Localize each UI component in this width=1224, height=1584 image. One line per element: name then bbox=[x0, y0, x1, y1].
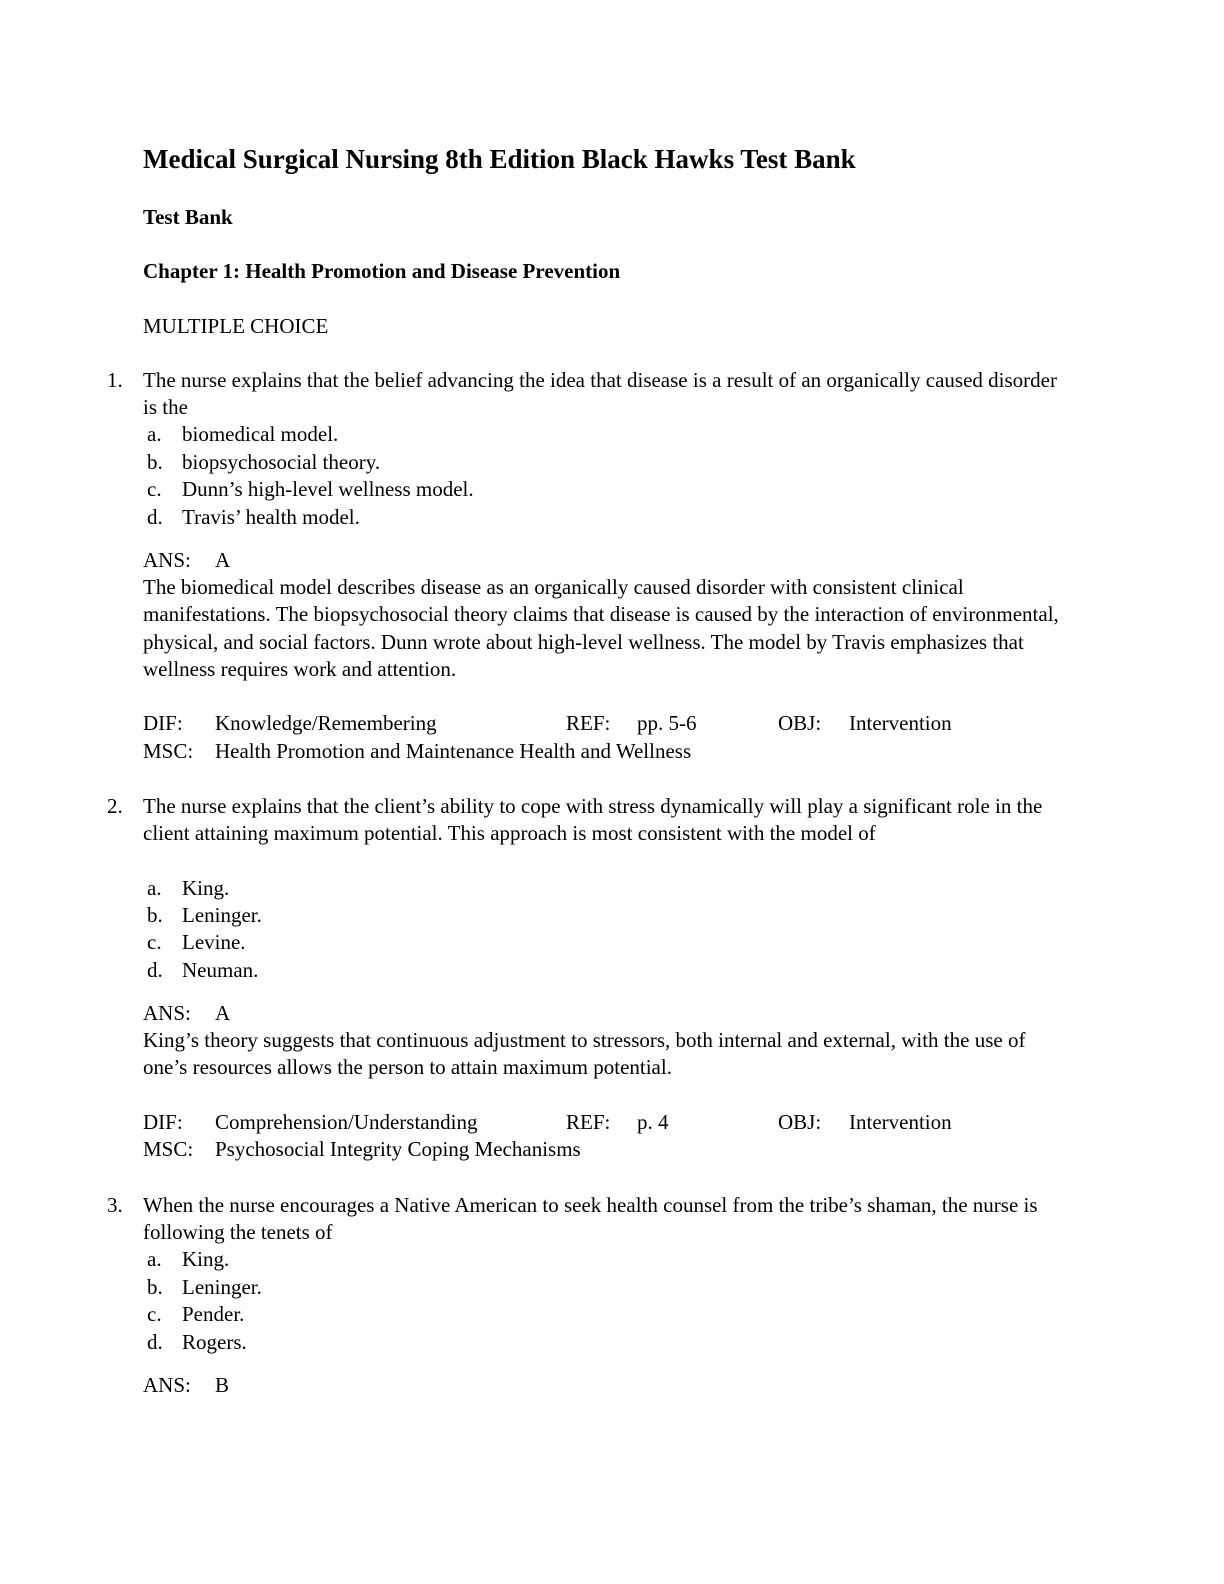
option-text: King. bbox=[182, 876, 230, 900]
obj-value: Intervention bbox=[849, 711, 952, 735]
option-text: Levine. bbox=[182, 930, 246, 954]
question-stem: When the nurse encourages a Native American to seek health counsel from the tribe’s shaman, the nurse is following the tenets of bbox=[143, 1193, 1038, 1245]
subtitle: Test Bank bbox=[143, 205, 233, 229]
ref-value: p. 4 bbox=[637, 1110, 669, 1134]
answer-line bbox=[143, 1000, 230, 1027]
answer-value: A bbox=[215, 1001, 231, 1025]
answer-value: B bbox=[215, 1373, 230, 1397]
msc-value: Health Promotion and Maintenance Health and Wellness bbox=[215, 739, 692, 763]
option-letter: c. bbox=[147, 930, 162, 954]
option-text: King. bbox=[182, 1247, 230, 1271]
answer-label: ANS: bbox=[143, 1373, 191, 1397]
section-heading: MULTIPLE CHOICE bbox=[143, 314, 329, 338]
dif-value: Comprehension/Understanding bbox=[215, 1110, 478, 1134]
option-letter: d. bbox=[147, 958, 163, 982]
answer-label: ANS: bbox=[143, 548, 191, 572]
option-text: biomedical model. bbox=[182, 422, 339, 446]
question-stem: The nurse explains that the belief advancing the idea that disease is a result of an organically caused disorder is the bbox=[143, 368, 1057, 420]
option-letter: d. bbox=[147, 1330, 163, 1354]
option-text: Dunn’s high-level wellness model. bbox=[182, 477, 474, 501]
option-letter: b. bbox=[147, 1275, 163, 1299]
option-letter: c. bbox=[147, 477, 162, 501]
answer-value: A bbox=[215, 548, 231, 572]
option-letter: a. bbox=[147, 422, 162, 446]
obj-label: OBJ: bbox=[778, 711, 822, 735]
option-text: Leninger. bbox=[182, 1275, 262, 1299]
dif-label: DIF: bbox=[143, 711, 183, 735]
rationale: The biomedical model describes disease as an organically caused disorder with consistent clinical manifestations. The biopsychosocial theory claims that disease is caused by the interaction of environmental, physical, and social factors. Dunn wrote about high-level wellness. The model by Travis emphasizes that wellness requires work and attention. bbox=[143, 575, 1059, 681]
obj-label: OBJ: bbox=[778, 1110, 822, 1134]
option-text: Pender. bbox=[182, 1302, 245, 1326]
question-number: 2. bbox=[107, 794, 123, 818]
answer-label: ANS: bbox=[143, 1001, 191, 1025]
document-title: Medical Surgical Nursing 8th Edition Black Hawks Test Bank bbox=[143, 144, 856, 174]
ref-label: REF: bbox=[566, 711, 611, 735]
dif-value: Knowledge/Remembering bbox=[215, 711, 437, 735]
option-letter: b. bbox=[147, 903, 163, 927]
option-text: Neuman. bbox=[182, 958, 259, 982]
option-letter: b. bbox=[147, 450, 163, 474]
option-letter: d. bbox=[147, 505, 163, 529]
obj-value: Intervention bbox=[849, 1110, 952, 1134]
option-text: Travis’ health model. bbox=[182, 505, 360, 529]
msc-value: Psychosocial Integrity Coping Mechanisms bbox=[215, 1137, 581, 1161]
chapter-heading: Chapter 1: Health Promotion and Disease Prevention bbox=[143, 259, 621, 283]
option-letter: a. bbox=[147, 1247, 162, 1271]
question-number: 3. bbox=[107, 1193, 123, 1217]
ref-value: pp. 5-6 bbox=[637, 711, 697, 735]
msc-label: MSC: bbox=[143, 739, 194, 763]
ref-label: REF: bbox=[566, 1110, 611, 1134]
answer-line bbox=[143, 547, 230, 574]
msc-label: MSC: bbox=[143, 1137, 194, 1161]
option-letter: c. bbox=[147, 1302, 162, 1326]
option-text: Rogers. bbox=[182, 1330, 247, 1354]
answer-line bbox=[143, 1372, 229, 1399]
option-letter: a. bbox=[147, 876, 162, 900]
question-stem: The nurse explains that the client’s ability to cope with stress dynamically will play a significant role in the client attaining maximum potential. This approach is most consistent with the model of bbox=[143, 794, 1043, 846]
rationale: King’s theory suggests that continuous adjustment to stressors, both internal and external, with the use of one’s resources allows the person to attain maximum potential. bbox=[143, 1028, 1026, 1080]
question-number: 1. bbox=[107, 368, 123, 392]
dif-label: DIF: bbox=[143, 1110, 183, 1134]
option-text: biopsychosocial theory. bbox=[182, 450, 381, 474]
option-text: Leninger. bbox=[182, 903, 262, 927]
